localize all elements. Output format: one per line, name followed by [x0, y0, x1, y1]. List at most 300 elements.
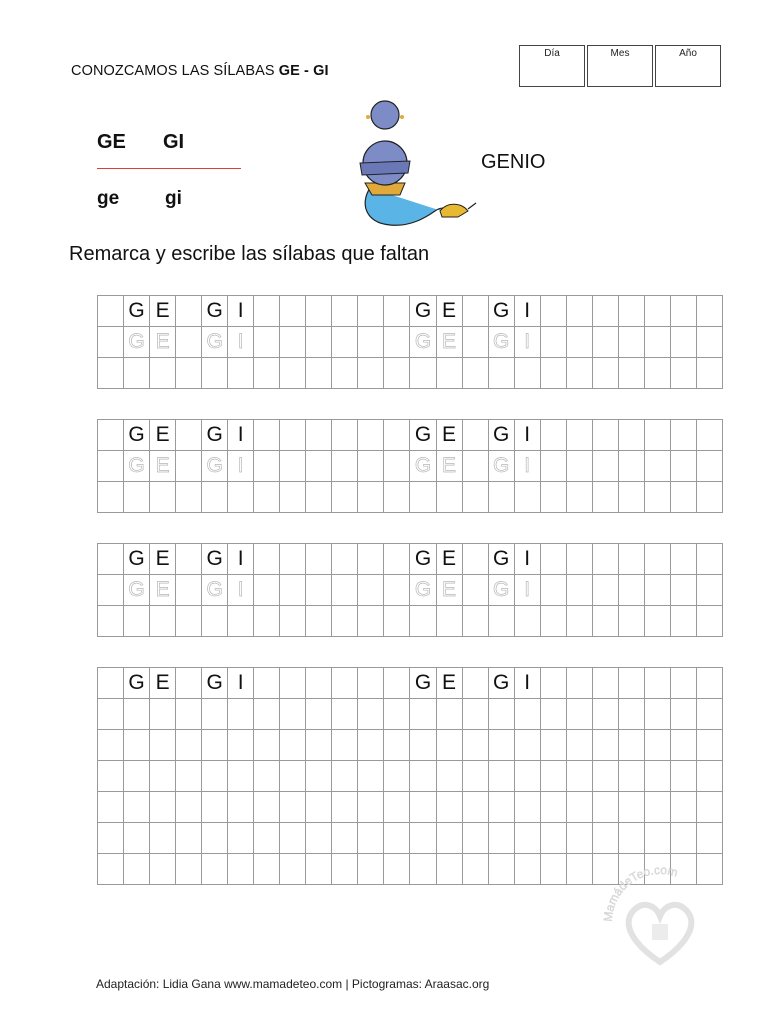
- blank-cell[interactable]: [358, 606, 384, 637]
- trace-cell[interactable]: G: [410, 327, 436, 358]
- trace-cell[interactable]: I: [228, 451, 254, 482]
- blank-cell[interactable]: [124, 358, 150, 389]
- model-cell: [697, 544, 723, 575]
- trace-cell[interactable]: G: [489, 451, 515, 482]
- blank-cell[interactable]: [358, 699, 384, 730]
- blank-cell[interactable]: [645, 792, 671, 823]
- blank-cell[interactable]: [541, 854, 567, 885]
- trace-cell[interactable]: [358, 575, 384, 606]
- trace-cell[interactable]: [541, 575, 567, 606]
- blank-cell[interactable]: [593, 699, 619, 730]
- blank-cell[interactable]: [515, 358, 541, 389]
- trace-cell[interactable]: [384, 451, 410, 482]
- model-cell: [176, 544, 202, 575]
- trace-cell[interactable]: [541, 327, 567, 358]
- trace-cell[interactable]: I: [515, 451, 541, 482]
- blank-cell[interactable]: [645, 606, 671, 637]
- blank-cell[interactable]: [176, 761, 202, 792]
- trace-cell[interactable]: [619, 327, 645, 358]
- trace-cell[interactable]: [593, 575, 619, 606]
- blank-cell[interactable]: [98, 699, 124, 730]
- blank-cell[interactable]: [489, 823, 515, 854]
- blank-cell[interactable]: [619, 699, 645, 730]
- blank-cell[interactable]: [332, 699, 358, 730]
- trace-cell[interactable]: G: [202, 451, 228, 482]
- blank-cell[interactable]: [489, 358, 515, 389]
- blank-cell[interactable]: [567, 823, 593, 854]
- blank-cell[interactable]: [463, 761, 489, 792]
- blank-cell[interactable]: [489, 606, 515, 637]
- blank-cell[interactable]: [306, 854, 332, 885]
- blank-cell[interactable]: [358, 854, 384, 885]
- blank-cell[interactable]: [515, 823, 541, 854]
- blank-cell[interactable]: [176, 482, 202, 513]
- blank-cell[interactable]: [358, 823, 384, 854]
- trace-cell[interactable]: E: [437, 327, 463, 358]
- blank-cell[interactable]: [176, 792, 202, 823]
- blank-cell[interactable]: [202, 606, 228, 637]
- blank-cell[interactable]: [697, 761, 723, 792]
- trace-cell[interactable]: G: [489, 575, 515, 606]
- blank-cell[interactable]: [593, 730, 619, 761]
- trace-cell[interactable]: [332, 575, 358, 606]
- blank-cell[interactable]: [645, 761, 671, 792]
- blank-cell[interactable]: [280, 761, 306, 792]
- blank-cell[interactable]: [150, 823, 176, 854]
- model-cell: [98, 668, 124, 699]
- blank-cell[interactable]: [332, 761, 358, 792]
- trace-cell[interactable]: G: [410, 451, 436, 482]
- blank-cell[interactable]: [541, 761, 567, 792]
- blank-cell[interactable]: [697, 730, 723, 761]
- blank-cell[interactable]: [202, 761, 228, 792]
- blank-cell[interactable]: [176, 854, 202, 885]
- blank-cell[interactable]: [437, 358, 463, 389]
- blank-cell[interactable]: [437, 761, 463, 792]
- blank-cell[interactable]: [254, 358, 280, 389]
- trace-cell[interactable]: [541, 451, 567, 482]
- trace-cell[interactable]: E: [437, 575, 463, 606]
- blank-cell[interactable]: [384, 606, 410, 637]
- trace-cell[interactable]: [332, 327, 358, 358]
- blank-cell[interactable]: [410, 482, 436, 513]
- blank-cell[interactable]: [515, 854, 541, 885]
- blank-cell[interactable]: [280, 358, 306, 389]
- blank-cell[interactable]: [332, 792, 358, 823]
- blank-cell[interactable]: [124, 606, 150, 637]
- blank-cell[interactable]: [567, 854, 593, 885]
- trace-cell[interactable]: [98, 575, 124, 606]
- trace-cell[interactable]: [463, 575, 489, 606]
- model-cell: G: [489, 668, 515, 699]
- blank-cell[interactable]: [463, 854, 489, 885]
- blank-cell[interactable]: [671, 823, 697, 854]
- blank-cell[interactable]: [463, 792, 489, 823]
- trace-cell[interactable]: [332, 451, 358, 482]
- blank-cell[interactable]: [489, 482, 515, 513]
- blank-cell[interactable]: [671, 358, 697, 389]
- blank-cell[interactable]: [254, 482, 280, 513]
- blank-cell[interactable]: [384, 482, 410, 513]
- trace-cell[interactable]: [384, 327, 410, 358]
- blank-cell[interactable]: [384, 854, 410, 885]
- blank-cell[interactable]: [254, 792, 280, 823]
- blank-cell[interactable]: [202, 792, 228, 823]
- blank-cell[interactable]: [358, 358, 384, 389]
- blank-cell[interactable]: [306, 699, 332, 730]
- trace-cell[interactable]: G: [489, 327, 515, 358]
- blank-cell[interactable]: [645, 823, 671, 854]
- blank-cell[interactable]: [150, 792, 176, 823]
- blank-cell[interactable]: [671, 606, 697, 637]
- blank-cell[interactable]: [176, 358, 202, 389]
- syllable-lower-ge: ge: [97, 188, 120, 209]
- blank-cell[interactable]: [567, 482, 593, 513]
- blank-cell[interactable]: [332, 730, 358, 761]
- blank-cell[interactable]: [515, 606, 541, 637]
- model-cell: [98, 544, 124, 575]
- model-cell: G: [410, 668, 436, 699]
- blank-cell[interactable]: [437, 730, 463, 761]
- trace-cell[interactable]: [254, 327, 280, 358]
- blank-cell[interactable]: [358, 792, 384, 823]
- blank-cell[interactable]: [567, 730, 593, 761]
- blank-cell[interactable]: [463, 699, 489, 730]
- trace-cell[interactable]: [176, 451, 202, 482]
- blank-cell[interactable]: [463, 482, 489, 513]
- blank-cell[interactable]: [489, 730, 515, 761]
- blank-cell[interactable]: [124, 792, 150, 823]
- trace-cell[interactable]: G: [202, 575, 228, 606]
- trace-cell[interactable]: [280, 575, 306, 606]
- blank-cell[interactable]: [410, 761, 436, 792]
- blank-cell[interactable]: [280, 606, 306, 637]
- blank-cell[interactable]: [437, 823, 463, 854]
- blank-cell[interactable]: [202, 482, 228, 513]
- blank-cell[interactable]: [228, 854, 254, 885]
- blank-cell[interactable]: [254, 761, 280, 792]
- blank-cell[interactable]: [515, 482, 541, 513]
- blank-cell[interactable]: [619, 823, 645, 854]
- model-cell: [358, 668, 384, 699]
- blank-cell[interactable]: [228, 792, 254, 823]
- trace-cell[interactable]: [671, 327, 697, 358]
- blank-cell[interactable]: [98, 730, 124, 761]
- blank-cell[interactable]: [202, 823, 228, 854]
- trace-cell[interactable]: I: [228, 327, 254, 358]
- blank-cell[interactable]: [332, 854, 358, 885]
- blank-cell[interactable]: [697, 699, 723, 730]
- model-cell: [567, 296, 593, 327]
- blank-cell[interactable]: [332, 606, 358, 637]
- blank-cell[interactable]: [176, 699, 202, 730]
- blank-cell[interactable]: [593, 358, 619, 389]
- trace-cell[interactable]: [176, 327, 202, 358]
- trace-cell[interactable]: [645, 575, 671, 606]
- blank-cell[interactable]: [410, 854, 436, 885]
- trace-cell[interactable]: G: [124, 327, 150, 358]
- blank-cell[interactable]: [593, 761, 619, 792]
- blank-cell[interactable]: [410, 358, 436, 389]
- blank-cell[interactable]: [124, 730, 150, 761]
- trace-cell[interactable]: [358, 327, 384, 358]
- blank-cell[interactable]: [202, 699, 228, 730]
- trace-cell[interactable]: G: [124, 451, 150, 482]
- blank-cell[interactable]: [254, 854, 280, 885]
- blank-cell[interactable]: [176, 606, 202, 637]
- blank-cell[interactable]: [619, 792, 645, 823]
- blank-cell[interactable]: [306, 730, 332, 761]
- blank-cell[interactable]: [437, 854, 463, 885]
- blank-cell[interactable]: [619, 606, 645, 637]
- blank-cell[interactable]: [306, 482, 332, 513]
- blank-cell[interactable]: [254, 823, 280, 854]
- trace-cell[interactable]: [280, 451, 306, 482]
- blank-cell[interactable]: [228, 699, 254, 730]
- blank-cell[interactable]: [567, 792, 593, 823]
- blank-cell[interactable]: [593, 482, 619, 513]
- blank-cell[interactable]: [358, 482, 384, 513]
- trace-cell[interactable]: G: [202, 327, 228, 358]
- trace-cell[interactable]: [619, 575, 645, 606]
- blank-cell[interactable]: [280, 730, 306, 761]
- blank-cell[interactable]: [306, 358, 332, 389]
- blank-cell[interactable]: [541, 606, 567, 637]
- blank-cell[interactable]: [176, 823, 202, 854]
- blank-cell[interactable]: [358, 761, 384, 792]
- blank-cell[interactable]: [619, 730, 645, 761]
- blank-cell[interactable]: [384, 730, 410, 761]
- blank-cell[interactable]: [384, 699, 410, 730]
- trace-cell[interactable]: I: [515, 327, 541, 358]
- blank-cell[interactable]: [98, 823, 124, 854]
- blank-cell[interactable]: [463, 823, 489, 854]
- trace-cell[interactable]: [671, 575, 697, 606]
- blank-cell[interactable]: [567, 699, 593, 730]
- model-cell: [176, 296, 202, 327]
- blank-cell[interactable]: [228, 358, 254, 389]
- blank-cell[interactable]: [541, 730, 567, 761]
- blank-cell[interactable]: [98, 854, 124, 885]
- date-day-box[interactable]: [519, 45, 585, 87]
- blank-cell[interactable]: [124, 482, 150, 513]
- blank-cell[interactable]: [254, 699, 280, 730]
- trace-cell[interactable]: [697, 451, 723, 482]
- blank-cell[interactable]: [150, 482, 176, 513]
- blank-cell[interactable]: [254, 606, 280, 637]
- trace-cell[interactable]: [645, 327, 671, 358]
- trace-cell[interactable]: I: [228, 575, 254, 606]
- blank-cell[interactable]: [645, 730, 671, 761]
- blank-cell[interactable]: [541, 792, 567, 823]
- blank-cell[interactable]: [489, 792, 515, 823]
- trace-cell[interactable]: [619, 451, 645, 482]
- blank-cell[interactable]: [671, 792, 697, 823]
- blank-cell[interactable]: [124, 761, 150, 792]
- blank-cell[interactable]: [358, 730, 384, 761]
- blank-cell[interactable]: [437, 482, 463, 513]
- trace-cell[interactable]: [671, 451, 697, 482]
- blank-cell[interactable]: [150, 854, 176, 885]
- blank-cell[interactable]: [437, 606, 463, 637]
- blank-cell[interactable]: [671, 699, 697, 730]
- blank-cell[interactable]: [228, 761, 254, 792]
- blank-cell[interactable]: [515, 730, 541, 761]
- trace-cell[interactable]: [306, 575, 332, 606]
- blank-cell[interactable]: [202, 854, 228, 885]
- blank-cell[interactable]: [515, 699, 541, 730]
- trace-cell[interactable]: G: [124, 575, 150, 606]
- blank-cell[interactable]: [150, 730, 176, 761]
- blank-cell[interactable]: [410, 792, 436, 823]
- blank-cell[interactable]: [567, 358, 593, 389]
- blank-cell[interactable]: [463, 358, 489, 389]
- trace-cell[interactable]: [254, 575, 280, 606]
- blank-cell[interactable]: [645, 699, 671, 730]
- blank-cell[interactable]: [150, 761, 176, 792]
- blank-cell[interactable]: [384, 761, 410, 792]
- blank-cell[interactable]: [671, 761, 697, 792]
- blank-cell[interactable]: [489, 761, 515, 792]
- blank-cell[interactable]: [619, 358, 645, 389]
- trace-cell[interactable]: [306, 451, 332, 482]
- trace-cell[interactable]: E: [150, 575, 176, 606]
- trace-cell[interactable]: [567, 451, 593, 482]
- trace-cell[interactable]: [384, 575, 410, 606]
- trace-cell[interactable]: [306, 327, 332, 358]
- blank-cell[interactable]: [541, 699, 567, 730]
- trace-cell[interactable]: [280, 327, 306, 358]
- blank-cell[interactable]: [697, 823, 723, 854]
- blank-cell[interactable]: [202, 730, 228, 761]
- blank-cell[interactable]: [567, 761, 593, 792]
- blank-cell[interactable]: [228, 823, 254, 854]
- blank-cell[interactable]: [515, 761, 541, 792]
- blank-cell[interactable]: [124, 699, 150, 730]
- blank-cell[interactable]: [671, 482, 697, 513]
- model-cell: [619, 296, 645, 327]
- blank-cell[interactable]: [98, 358, 124, 389]
- blank-cell[interactable]: [254, 730, 280, 761]
- blank-cell[interactable]: [541, 482, 567, 513]
- blank-cell[interactable]: [228, 482, 254, 513]
- blank-cell[interactable]: [306, 606, 332, 637]
- blank-cell[interactable]: [332, 823, 358, 854]
- blank-cell[interactable]: [671, 730, 697, 761]
- trace-cell[interactable]: E: [150, 451, 176, 482]
- blank-cell[interactable]: [124, 854, 150, 885]
- blank-cell[interactable]: [463, 730, 489, 761]
- blank-cell[interactable]: [280, 699, 306, 730]
- blank-cell[interactable]: [410, 730, 436, 761]
- trace-cell[interactable]: [176, 575, 202, 606]
- blank-cell[interactable]: [306, 792, 332, 823]
- blank-cell[interactable]: [567, 606, 593, 637]
- blank-cell[interactable]: [280, 823, 306, 854]
- trace-cell[interactable]: [593, 327, 619, 358]
- blank-cell[interactable]: [541, 358, 567, 389]
- blank-cell[interactable]: [176, 730, 202, 761]
- trace-cell[interactable]: [697, 327, 723, 358]
- blank-cell[interactable]: [332, 482, 358, 513]
- blank-cell[interactable]: [619, 482, 645, 513]
- date-month-box[interactable]: [587, 45, 653, 87]
- blank-cell[interactable]: [463, 606, 489, 637]
- blank-cell[interactable]: [150, 606, 176, 637]
- blank-cell[interactable]: [593, 606, 619, 637]
- blank-cell[interactable]: [645, 358, 671, 389]
- trace-cell[interactable]: [567, 575, 593, 606]
- trace-cell[interactable]: [463, 327, 489, 358]
- trace-cell[interactable]: G: [410, 575, 436, 606]
- blank-cell[interactable]: [410, 606, 436, 637]
- blank-cell[interactable]: [593, 823, 619, 854]
- blank-cell[interactable]: [332, 358, 358, 389]
- blank-cell[interactable]: [280, 792, 306, 823]
- blank-cell[interactable]: [437, 699, 463, 730]
- trace-cell[interactable]: [98, 327, 124, 358]
- blank-cell[interactable]: [98, 606, 124, 637]
- blank-cell[interactable]: [515, 792, 541, 823]
- trace-cell[interactable]: E: [150, 327, 176, 358]
- blank-cell[interactable]: [697, 792, 723, 823]
- blank-cell[interactable]: [489, 854, 515, 885]
- blank-cell[interactable]: [306, 761, 332, 792]
- blank-cell[interactable]: [645, 482, 671, 513]
- trace-cell[interactable]: [98, 451, 124, 482]
- blank-cell[interactable]: [489, 699, 515, 730]
- date-year-box[interactable]: [655, 45, 721, 87]
- blank-cell[interactable]: [228, 730, 254, 761]
- blank-cell[interactable]: [228, 606, 254, 637]
- model-cell: G: [124, 668, 150, 699]
- blank-cell[interactable]: [593, 792, 619, 823]
- blank-cell[interactable]: [697, 482, 723, 513]
- trace-cell[interactable]: [567, 327, 593, 358]
- blank-cell[interactable]: [98, 482, 124, 513]
- blank-cell[interactable]: [541, 823, 567, 854]
- blank-cell[interactable]: [98, 792, 124, 823]
- blank-cell[interactable]: [202, 358, 228, 389]
- blank-cell[interactable]: [280, 482, 306, 513]
- trace-cell[interactable]: [697, 575, 723, 606]
- blank-cell[interactable]: [437, 792, 463, 823]
- model-cell: [619, 420, 645, 451]
- blank-cell[interactable]: [410, 699, 436, 730]
- trace-cell[interactable]: [358, 451, 384, 482]
- blank-cell[interactable]: [98, 761, 124, 792]
- blank-cell[interactable]: [384, 792, 410, 823]
- blank-cell[interactable]: [384, 358, 410, 389]
- trace-cell[interactable]: [254, 451, 280, 482]
- trace-cell[interactable]: E: [437, 451, 463, 482]
- blank-cell[interactable]: [619, 761, 645, 792]
- blank-cell[interactable]: [306, 823, 332, 854]
- blank-cell[interactable]: [697, 358, 723, 389]
- trace-cell[interactable]: I: [515, 575, 541, 606]
- blank-cell[interactable]: [410, 823, 436, 854]
- blank-cell[interactable]: [150, 358, 176, 389]
- blank-cell[interactable]: [697, 606, 723, 637]
- blank-cell[interactable]: [150, 699, 176, 730]
- trace-cell[interactable]: [463, 451, 489, 482]
- blank-cell[interactable]: [124, 823, 150, 854]
- trace-cell[interactable]: [593, 451, 619, 482]
- model-cell: [358, 420, 384, 451]
- blank-cell[interactable]: [280, 854, 306, 885]
- blank-cell[interactable]: [384, 823, 410, 854]
- trace-cell[interactable]: [645, 451, 671, 482]
